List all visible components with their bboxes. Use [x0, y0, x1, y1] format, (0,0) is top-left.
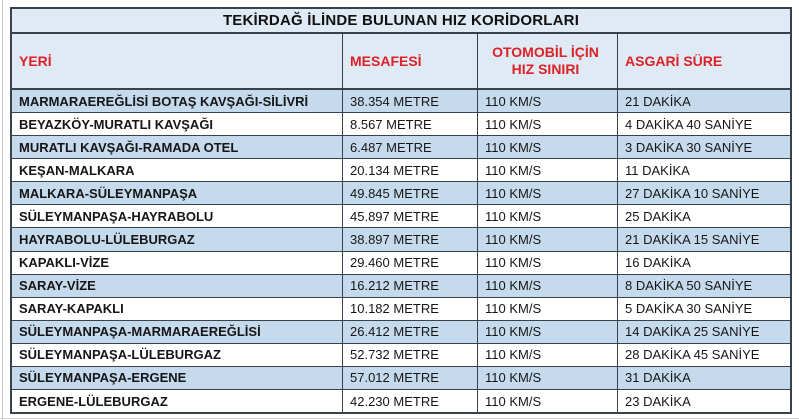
cell-yeri: MURATLI KAVŞAĞI-RAMADA OTEL [12, 136, 343, 158]
cell-mesafesi: 57.012 METRE [343, 367, 478, 389]
header-mesafesi: MESAFESİ [343, 34, 478, 88]
cell-asgari-sure: 31 DAKİKA [625, 370, 691, 386]
cell-mesafesi: 38.897 METRE [343, 228, 478, 250]
cell-yeri: SÜLEYMANPAŞA-ERGENE [12, 367, 343, 389]
table-row [12, 90, 790, 112]
frame-bottom-line [0, 418, 799, 419]
table-row [12, 135, 790, 158]
cell-asgari-sure: 28 DAKİKA 45 SANİYE [625, 347, 760, 363]
cell-yeri: KEŞAN-MALKARA [12, 159, 343, 181]
cell-yeri: SÜLEYMANPAŞA-MARMARAEREĞLİSİ [12, 321, 343, 343]
cell-hiz-siniri: 110 KM/S [478, 321, 618, 343]
cell-asgari-sure: 3 DAKİKA 30 SANİYE [625, 139, 753, 155]
table-row [12, 274, 790, 297]
table-row [12, 366, 790, 389]
table-row [12, 251, 790, 274]
table-row [12, 389, 790, 412]
cell-yeri: SARAY-VİZE [12, 275, 343, 297]
cell-mesafesi: 38.354 METRE [343, 90, 478, 112]
cell-asgari-sure: 8 DAKİKA 50 SANİYE [625, 278, 753, 294]
cell-mesafesi: 52.732 METRE [343, 344, 478, 366]
cell-yeri: MARMARAEREĞLİSİ BOTAŞ KAVŞAĞI-SİLİVRİ [12, 90, 343, 112]
table-row [12, 320, 790, 343]
cell-hiz-siniri: 110 KM/S [478, 367, 618, 389]
cell-asgari-sure: 21 DAKİKA [625, 93, 691, 109]
speed-corridor-table [10, 7, 792, 414]
cell-mesafesi: 16.212 METRE [343, 275, 478, 297]
table-row [12, 181, 790, 204]
cell-asgari-sure: 25 DAKİKA [625, 208, 691, 224]
cell-asgari-sure: 16 DAKİKA [625, 255, 691, 271]
cell-hiz-siniri: 110 KM/S [478, 90, 618, 112]
table-title: TEKİRDAĞ İLİNDE BULUNAN HIZ KORİDORLARI [12, 9, 790, 34]
cell-asgari-sure: 4 DAKİKA 40 SANİYE [625, 116, 753, 132]
cell-asgari-sure: 5 DAKİKA 30 SANİYE [625, 301, 753, 317]
cell-yeri: SARAY-KAPAKLI [12, 298, 343, 320]
header-hiz-siniri-line2: HIZ SINIRI [511, 61, 580, 77]
header-asgari-sure: ASGARİ SÜRE [625, 53, 723, 69]
cell-hiz-siniri: 110 KM/S [478, 252, 618, 274]
cell-hiz-siniri: 110 KM/S [478, 390, 618, 412]
cell-yeri: ERGENE-LÜLEBURGAZ [12, 390, 343, 412]
cell-mesafesi: 26.412 METRE [343, 321, 478, 343]
cell-yeri: HAYRABOLU-LÜLEBURGAZ [12, 228, 343, 250]
header-hiz-siniri-line1: OTOMOBİL İÇİN [492, 43, 599, 60]
cell-mesafesi: 10.182 METRE [343, 298, 478, 320]
cell-asgari-sure: 27 DAKİKA 10 SANİYE [625, 185, 760, 201]
cell-yeri: KAPAKLI-VİZE [12, 252, 343, 274]
cell-mesafesi: 20.134 METRE [343, 159, 478, 181]
cell-asgari-sure: 23 DAKİKA [625, 393, 691, 409]
cell-hiz-siniri: 110 KM/S [478, 182, 618, 204]
cell-hiz-siniri: 110 KM/S [478, 344, 618, 366]
header-yeri: YERİ [12, 34, 343, 88]
cell-asgari-sure: 21 DAKİKA 15 SANİYE [625, 232, 760, 247]
cell-hiz-siniri: 110 KM/S [478, 298, 618, 320]
cell-yeri: BEYAZKÖY-MURATLI KAVŞAĞI [12, 113, 343, 135]
cell-mesafesi: 6.487 METRE [343, 136, 478, 158]
cell-hiz-siniri: 110 KM/S [478, 136, 618, 158]
frame-left-line [2, 0, 3, 420]
cell-mesafesi: 29.460 METRE [343, 252, 478, 274]
cell-asgari-sure: 14 DAKİKA 25 SANİYE [625, 324, 760, 340]
cell-hiz-siniri: 110 KM/S [478, 228, 618, 250]
table-header-row [12, 34, 790, 90]
cell-yeri: SÜLEYMANPAŞA-LÜLEBURGAZ [12, 344, 343, 366]
table-row [12, 204, 790, 227]
table-row [12, 343, 790, 366]
cell-mesafesi: 45.897 METRE [343, 205, 478, 227]
table-row [12, 112, 790, 135]
table-row [12, 158, 790, 181]
cell-mesafesi: 8.567 METRE [343, 113, 478, 135]
cell-mesafesi: 49.845 METRE [343, 182, 478, 204]
cell-hiz-siniri: 110 KM/S [478, 113, 618, 135]
cell-mesafesi: 42.230 METRE [343, 390, 478, 412]
cell-hiz-siniri: 110 KM/S [478, 205, 618, 227]
cell-yeri: MALKARA-SÜLEYMANPAŞA [12, 182, 343, 204]
table-row [12, 227, 790, 250]
header-hiz-siniri [478, 34, 618, 88]
table-row [12, 297, 790, 320]
cell-hiz-siniri: 110 KM/S [478, 159, 618, 181]
cell-yeri: SÜLEYMANPAŞA-HAYRABOLU [12, 205, 343, 227]
cell-hiz-siniri: 110 KM/S [478, 275, 618, 297]
table-body [12, 90, 790, 412]
cell-asgari-sure: 11 DAKİKA [625, 162, 690, 178]
